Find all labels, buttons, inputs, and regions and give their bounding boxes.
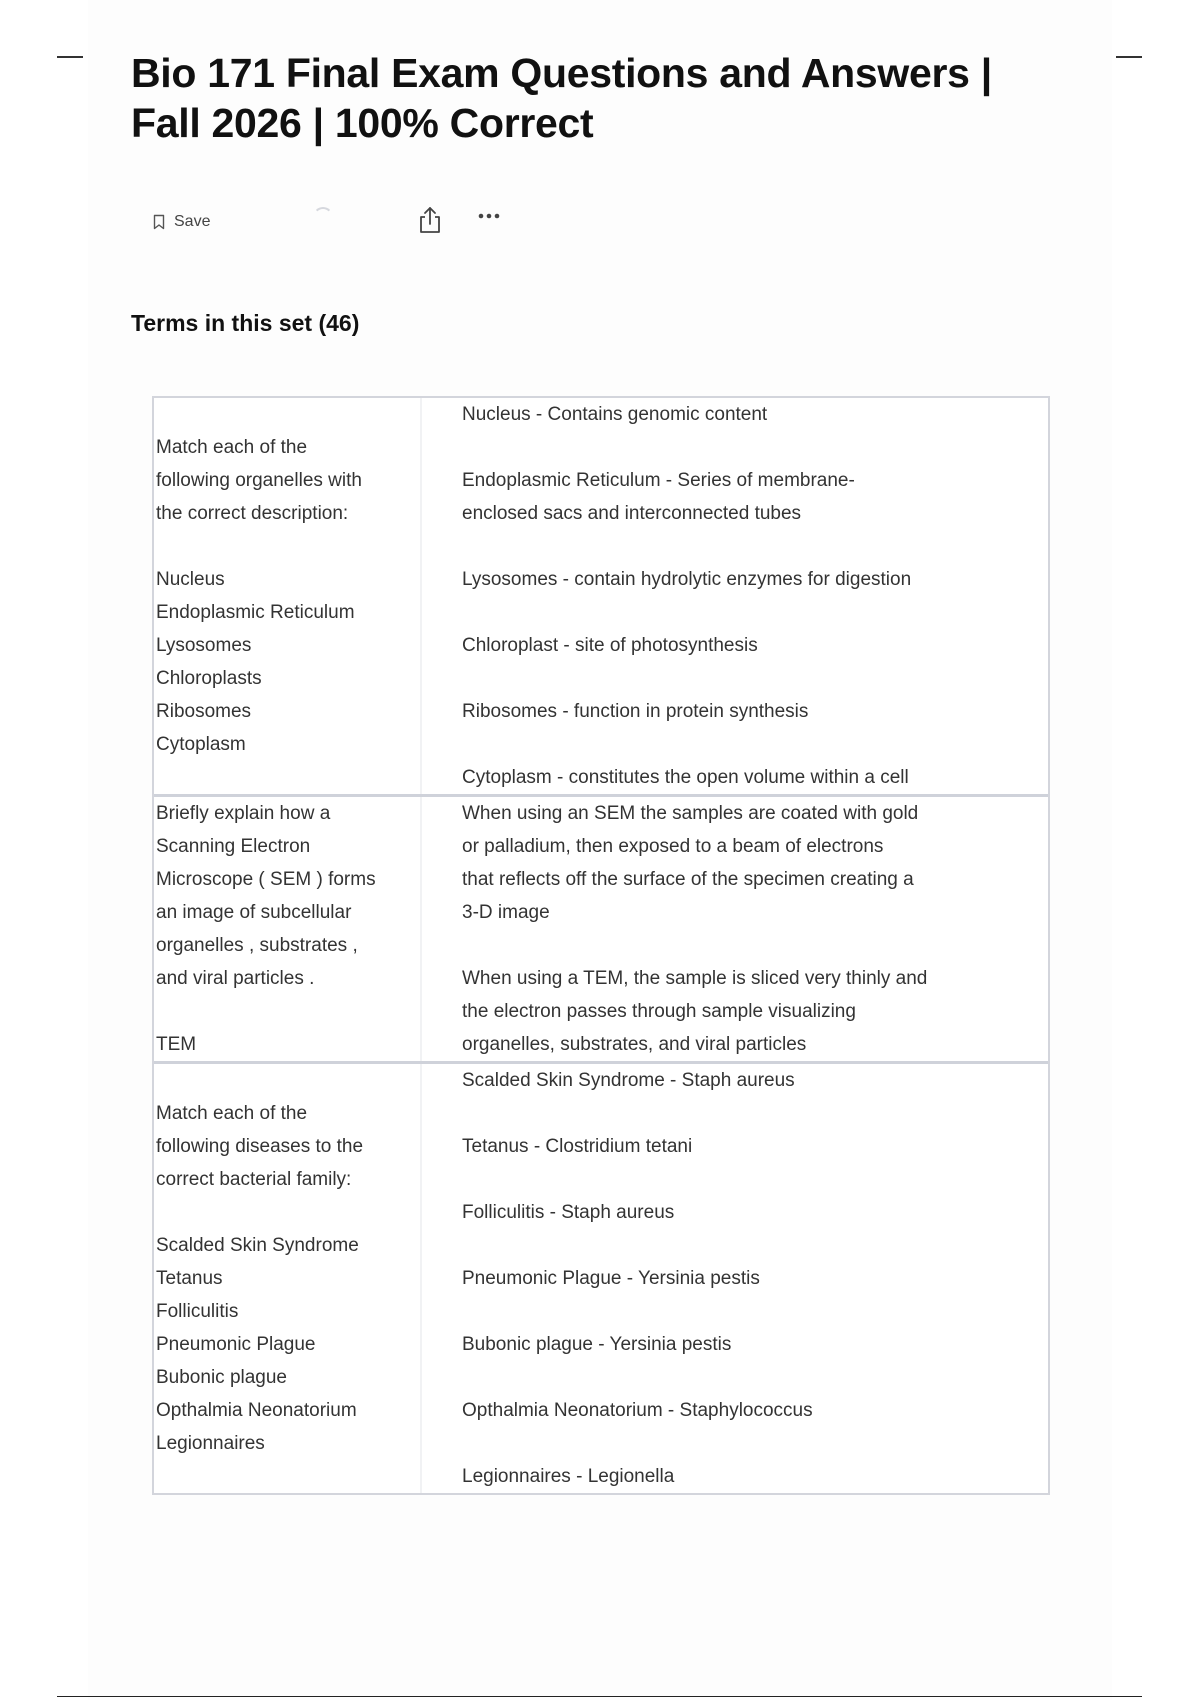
- bottom-rule: [57, 1696, 1142, 1697]
- toolbar: [153, 205, 533, 239]
- corner-mark-right: [1116, 56, 1142, 58]
- term-row[interactable]: [154, 398, 1048, 797]
- term-row[interactable]: [154, 1064, 1048, 1493]
- term-text: Briefly explain how a Scanning Electron Microscope ( SEM ) forms an image of subcellular organelles , substrates , and viral particles . TEM: [154, 797, 422, 1061]
- page-title: Bio 171 Final Exam Questions and Answers | Fall 2026 | 100% Correct: [131, 50, 992, 146]
- definition-text: Scalded Skin Syndrome - Staph aureus Tetanus - Clostridium tetani Folliculitis - Staph aureus Pneumonic Plague - Yersinia pestis Bubonic plague - Yersinia pestis Opthalmia Neonatorium - Staphylococcus Legionnaires - Legionella: [462, 1070, 813, 1487]
- more-options-icon: [475, 205, 509, 227]
- share-button[interactable]: [417, 205, 443, 239]
- term-text: Match each of the following organelles with the correct description: Nucleus Endoplasmic Reticulum Lysosomes Chloroplasts Ribosomes Cytoplasm: [154, 398, 422, 794]
- share-icon: [417, 205, 443, 235]
- terms-table: [152, 396, 1050, 1495]
- save-label: Save: [174, 213, 211, 230]
- loading-spinner-icon: [313, 207, 333, 227]
- term-text: Match each of the following diseases to the correct bacterial family: Scalded Skin Syndrome Tetanus Folliculitis Pneumonic Plague Bubonic plague Opthalmia Neonatorium Legionnaires: [154, 1064, 422, 1493]
- term-row[interactable]: [154, 797, 1048, 1064]
- corner-mark-left: [57, 56, 83, 58]
- definition-text: Nucleus - Contains genomic content Endoplasmic Reticulum - Series of membrane- enclosed sacs and interconnected tubes Lysosomes - contain hydrolytic enzymes for digestion Chloroplast - site of photosynthesis Ribosomes - function in protein synthesis Cytoplasm - constitutes the open volume within a cell: [462, 404, 912, 788]
- definition-text: When using an SEM the samples are coated with gold or palladium, then exposed to a beam of electrons that reflects off the surface of the specimen creating a 3-D image When using a TEM, the sample is sliced very thinly and the electron passes through sample visualizing organelles, substrates, and viral particles: [462, 803, 928, 1055]
- more-options-button[interactable]: [475, 205, 509, 239]
- terms-heading: Terms in this set (46): [131, 310, 360, 336]
- save-button[interactable]: [153, 205, 210, 239]
- bookmark-icon: [153, 214, 165, 230]
